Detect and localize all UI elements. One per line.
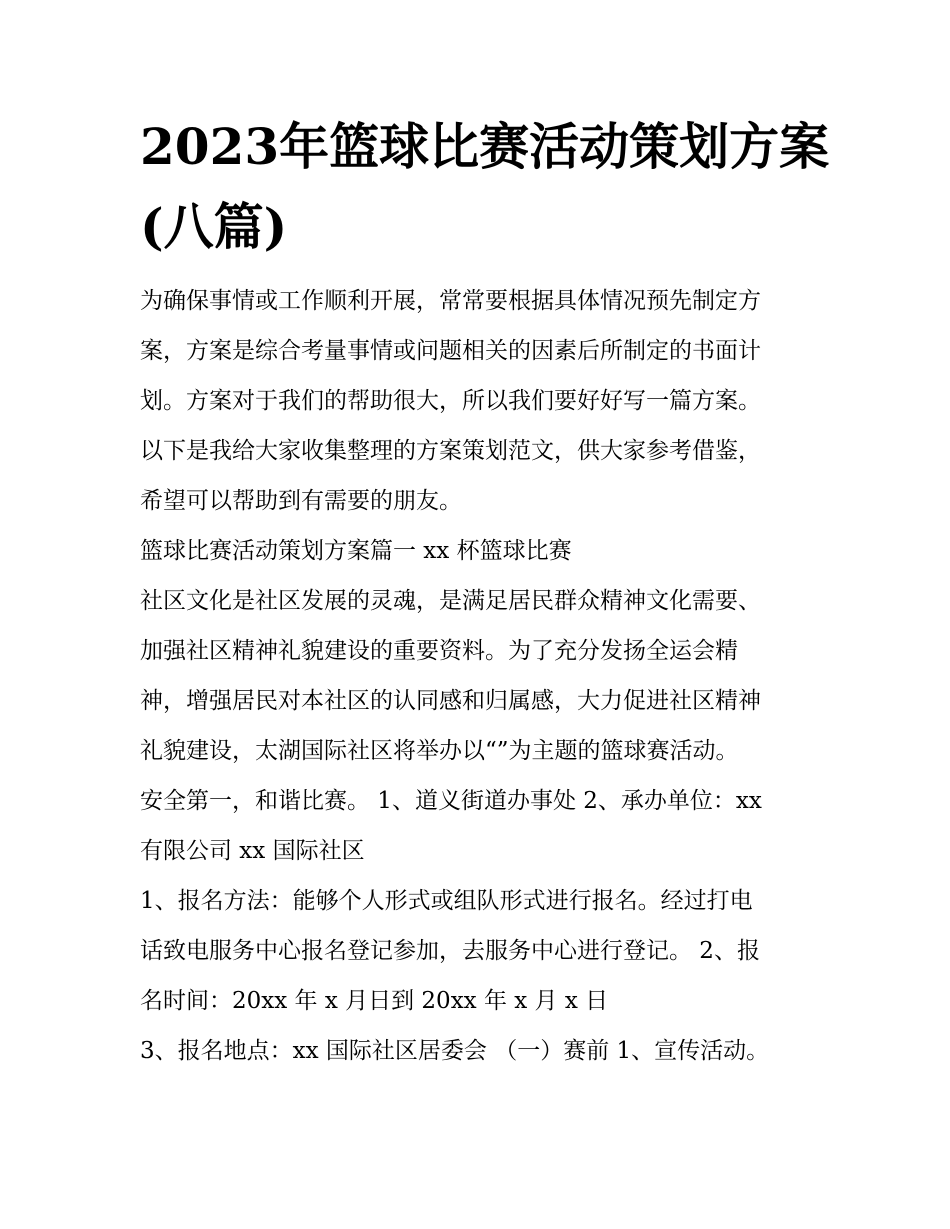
text-line: 名时间：20xx 年 x 月日到 20xx 年 x 月 x 日: [140, 988, 609, 1014]
section-heading: 篮球比赛活动策划方案篇一 xx 杯篮球比赛: [140, 538, 572, 564]
title-line-2: (八篇): [140, 197, 288, 256]
text-line: 安全第一，和谐比赛。 1、道义街道办事处 2、承办单位：xx: [140, 788, 762, 814]
text-line: 社区文化是社区发展的灵魂，是满足居民群众精神文化需要、: [140, 588, 761, 614]
text-line: 以下是我给大家收集整理的方案策划范文，供大家参考借鉴，: [140, 438, 761, 464]
document-title: [140, 107, 830, 267]
text-line: 话致电服务中心报名登记参加，去服务中心进行登记。 2、报: [140, 938, 760, 964]
document-body: [140, 276, 830, 1076]
text-line: 为确保事情或工作顺利开展，常常要根据具体情况预先制定方: [140, 288, 761, 314]
text-line: 3、报名地点：xx 国际社区居委会 （一）赛前 1、宣传活动。: [140, 1038, 770, 1064]
text-line: 划。方案对于我们的帮助很大，所以我们要好好写一篇方案。: [140, 388, 761, 414]
text-line: 1、报名方法：能够个人形式或组队形式进行报名。经过打电: [140, 888, 753, 914]
text-line: 礼貌建设，太湖国际社区将举办以“”为主题的篮球赛活动。: [140, 738, 739, 764]
text-line: 神，增强居民对本社区的认同感和归属感，大力促进社区精神: [140, 688, 761, 714]
text-line: 案，方案是综合考量事情或问题相关的因素后所制定的书面计: [140, 338, 761, 364]
title-line-1: 2023年篮球比赛活动策划方案: [140, 117, 830, 176]
text-line: 希望可以帮助到有需要的朋友。: [140, 488, 462, 514]
text-line: 加强社区精神礼貌建设的重要资料。为了充分发扬全运会精: [140, 638, 738, 664]
text-line: 有限公司 xx 国际社区: [140, 838, 365, 864]
